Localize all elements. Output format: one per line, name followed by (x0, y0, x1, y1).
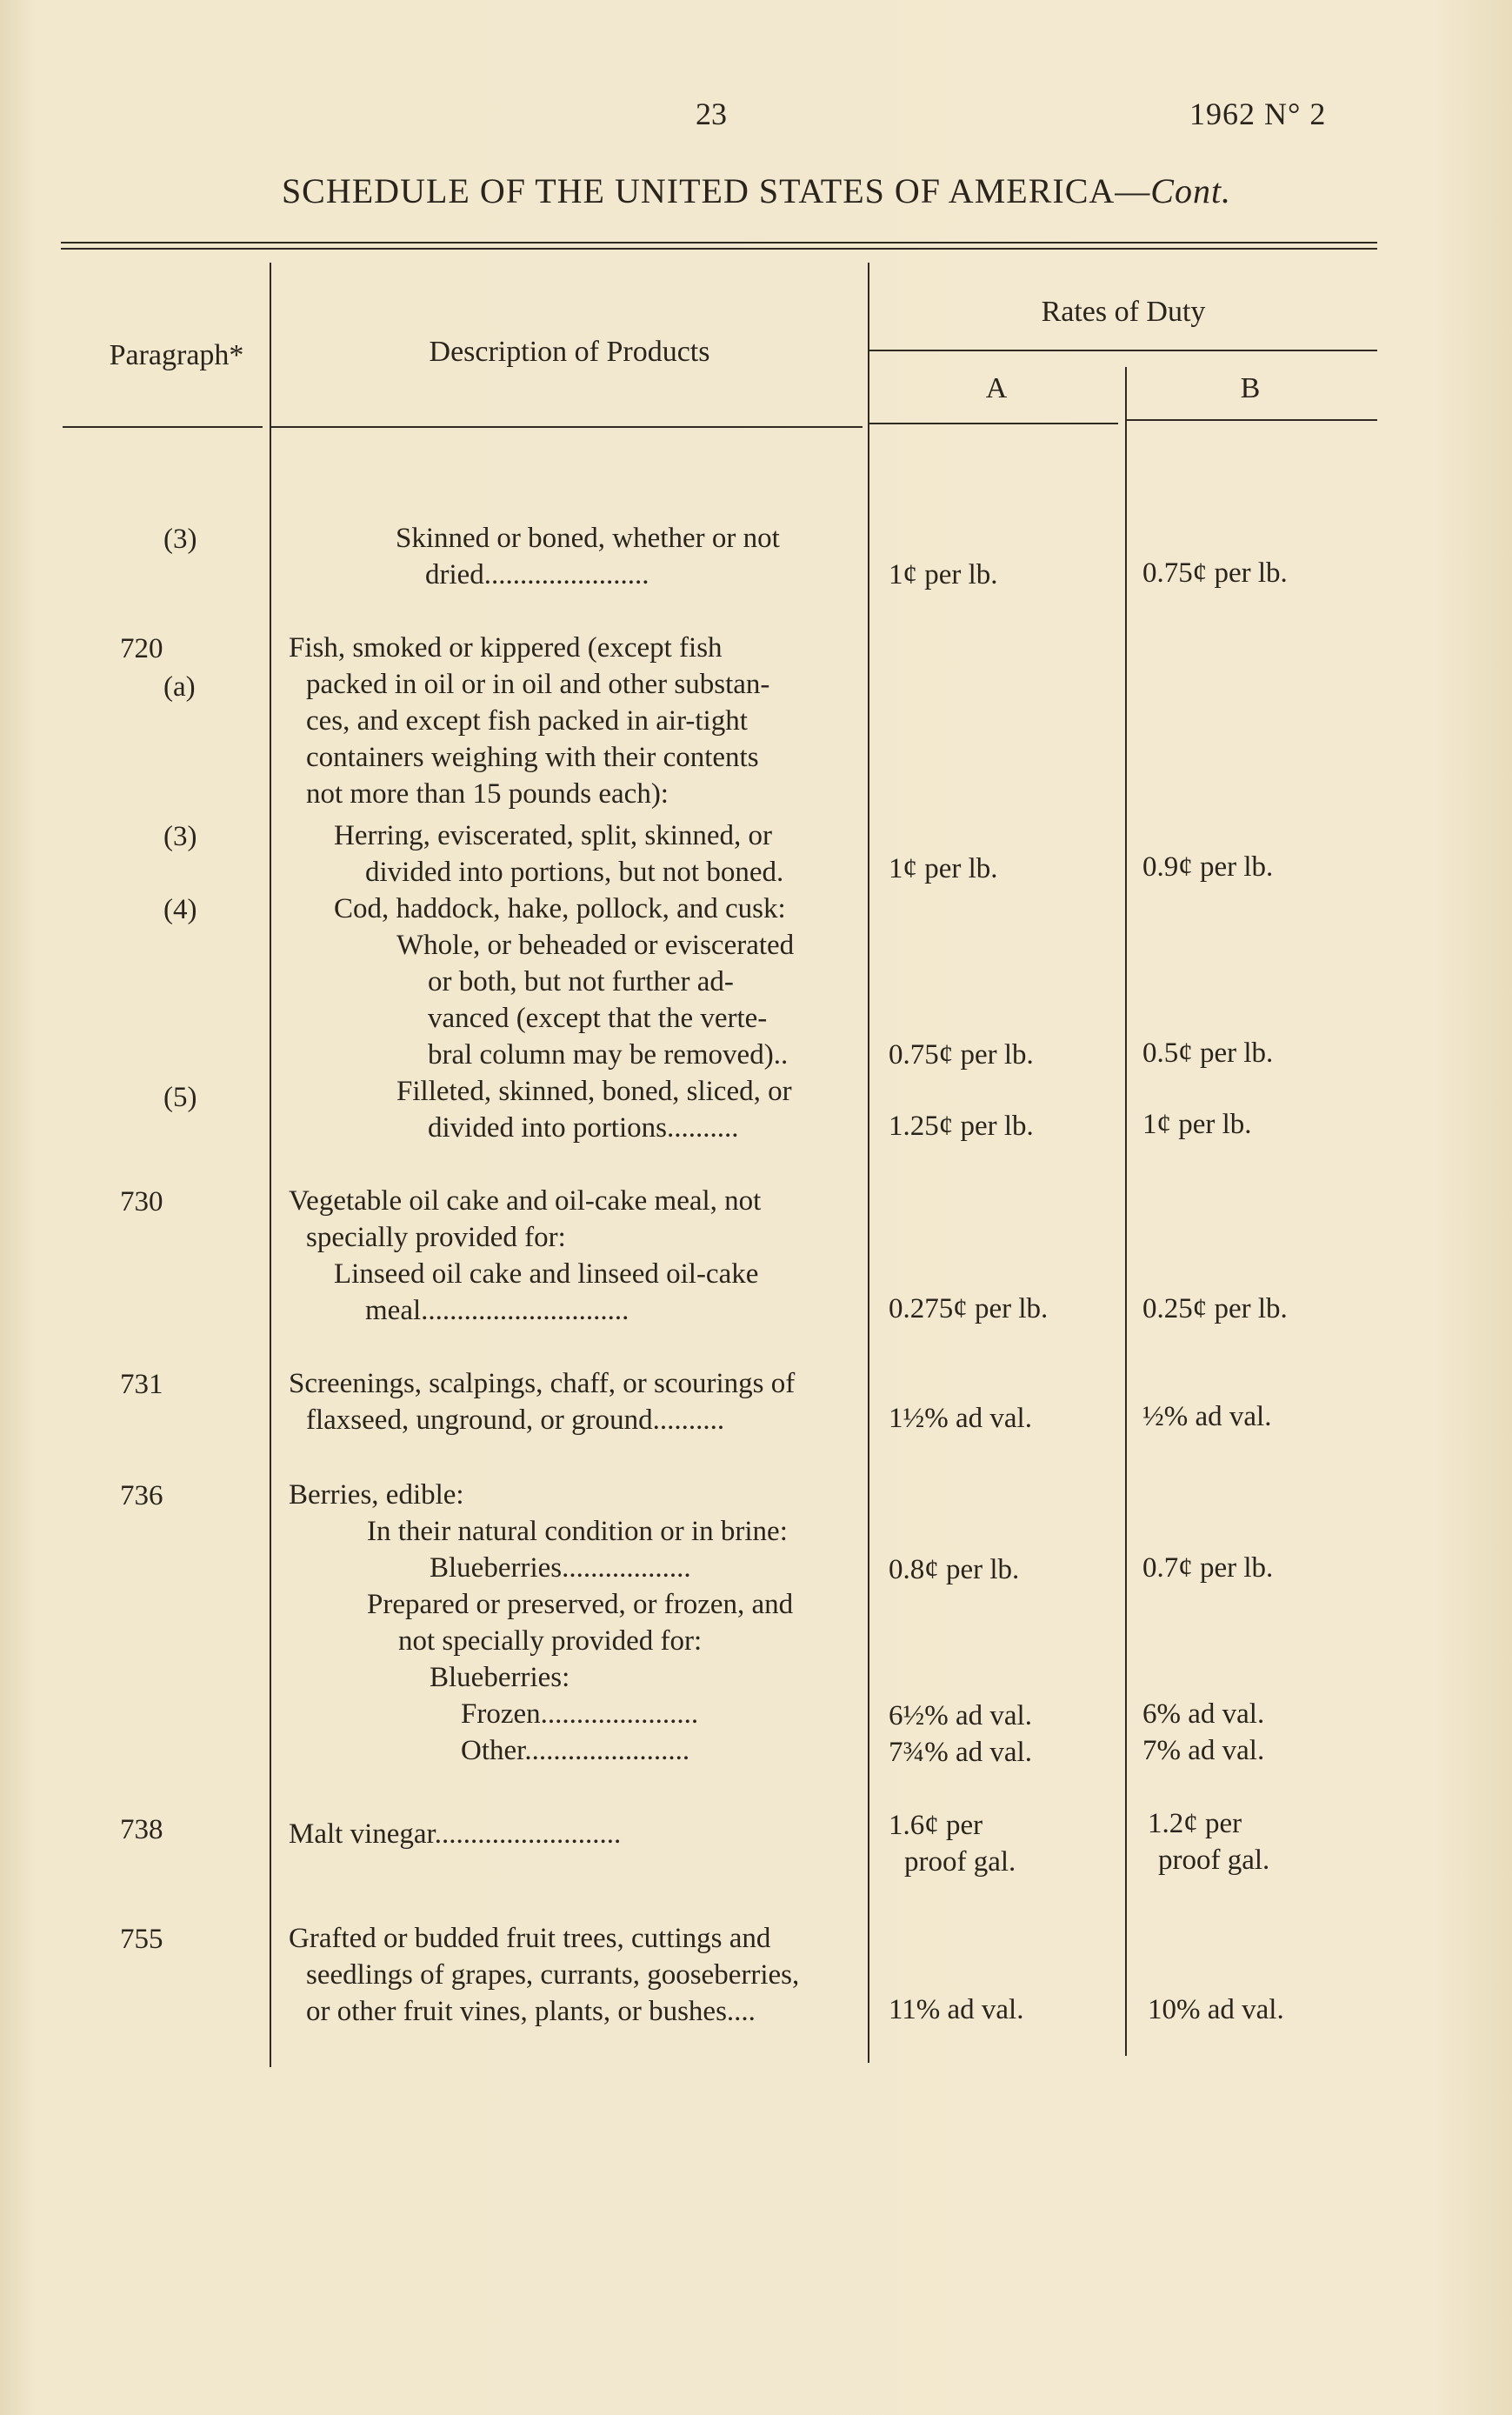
description-line: Whole, or beheaded or eviscerated (396, 930, 795, 961)
document-code: 1962 N° 2 (1189, 97, 1327, 131)
paragraph-subnumber: (a) (163, 671, 196, 703)
column-header-description: Description of Products (429, 336, 710, 368)
description-line: In their natural condition or in brine: (367, 1516, 788, 1547)
column-divider-1 (270, 263, 271, 2067)
column-header-b: B (1240, 372, 1261, 404)
column-header-paragraph: Paragraph* (109, 339, 244, 371)
description-line: divided into portions.......... (428, 1112, 739, 1144)
description-line: Skinned or boned, whether or not (396, 523, 780, 554)
product-description (334, 891, 863, 1073)
rate-a: 0.275¢ per lb. (889, 1293, 1049, 1324)
description-line: Herring, eviscerated, split, skinned, or (334, 820, 773, 851)
rate-b: 0.25¢ per lb. (1142, 1293, 1288, 1324)
rate-a: 11% ad val. (889, 1994, 1024, 2025)
product-description (289, 1477, 863, 1769)
rate-b: 1¢ per lb. (1142, 1109, 1252, 1140)
description-line: Fish, smoked or kippered (except fish (289, 632, 723, 664)
rate-a: 6½% ad val. (889, 1700, 1032, 1731)
description-line: Frozen...................... (461, 1698, 699, 1730)
paragraph-number: 755 (120, 1924, 163, 1955)
description-line: meal............................. (365, 1295, 629, 1326)
top-rule-1 (61, 242, 1377, 244)
description-line: Malt vinegar.......................... (289, 1818, 622, 1850)
description-line: Filleted, skinned, boned, sliced, or (396, 1076, 792, 1107)
rate-a: 0.8¢ per lb. (889, 1554, 1020, 1585)
description-underline (270, 426, 863, 428)
paragraph-number: (3) (163, 524, 197, 555)
rate-b: 0.9¢ per lb. (1142, 851, 1274, 883)
rate-b: 0.5¢ per lb. (1142, 1037, 1274, 1069)
column-divider-3 (1125, 367, 1127, 2056)
rate-a: 1.25¢ per lb. (889, 1111, 1034, 1142)
description-line: packed in oil or in oil and other substan- (306, 669, 770, 700)
description-line: Grafted or budded fruit trees, cuttings and (289, 1923, 771, 1954)
top-rule-2 (61, 248, 1377, 250)
product-description (289, 1816, 863, 1852)
page-number: 23 (696, 97, 727, 131)
rate-b: 10% ad val. (1148, 1994, 1284, 2025)
rate-a: 1.6¢ per (889, 1810, 983, 1841)
description-line: Cod, haddock, hake, pollock, and cusk: (334, 893, 786, 924)
rate-a: 0.75¢ per lb. (889, 1039, 1034, 1071)
title-main: SCHEDULE OF THE UNITED STATES OF AMERICA— (281, 171, 1151, 210)
title-cont: Cont. (1150, 171, 1232, 210)
product-description (396, 1073, 863, 1146)
column-header-rates: Rates of Duty (1041, 296, 1206, 328)
paragraph-number: (5) (163, 1082, 197, 1113)
description-line: dried....................... (425, 559, 649, 590)
description-line: divided into portions, but not boned. (365, 857, 784, 888)
rate-a: 7¾% ad val. (889, 1737, 1032, 1768)
rate-b: ½% ad val. (1142, 1401, 1272, 1432)
column-divider-2 (868, 263, 869, 2063)
description-line: vanced (except that the verte- (428, 1003, 768, 1034)
description-line: Screenings, scalpings, chaff, or scourings of (289, 1368, 796, 1399)
description-line: not more than 15 pounds each): (306, 778, 669, 810)
paragraph-number: 731 (120, 1369, 163, 1400)
description-line: Linseed oil cake and linseed oil-cake (334, 1258, 759, 1290)
product-description (289, 1365, 863, 1438)
rates-rule (869, 350, 1377, 351)
description-line: or other fruit vines, plants, or bushes.... (306, 1996, 756, 2027)
rate-a: 1¢ per lb. (889, 853, 998, 884)
paragraph-number: 730 (120, 1186, 163, 1218)
paragraph-underline (63, 426, 263, 428)
description-line: ces, and except fish packed in air-tight (306, 705, 748, 737)
rate-b: proof gal. (1158, 1845, 1270, 1876)
product-description (396, 520, 862, 593)
paragraph-number: 736 (120, 1480, 163, 1511)
description-line: or both, but not further ad- (428, 966, 734, 997)
paragraph-number: 720 (120, 633, 163, 664)
description-line: containers weighing with their contents (306, 742, 759, 773)
description-line: Blueberries.................. (430, 1552, 691, 1584)
description-line: Blueberries: (430, 1662, 570, 1693)
description-line: flaxseed, unground, or ground.......... (306, 1404, 725, 1436)
a-underline (869, 423, 1118, 424)
b-underline (1127, 419, 1377, 421)
description-line: seedlings of grapes, currants, gooseberries, (306, 1959, 800, 1991)
rate-b: 0.75¢ per lb. (1142, 557, 1288, 589)
paragraph-number: (4) (163, 894, 197, 925)
rate-b: 6% ad val. (1142, 1698, 1265, 1730)
paragraph-number: 738 (120, 1814, 163, 1845)
description-line: Berries, edible: (289, 1479, 464, 1511)
rate-a: 1¢ per lb. (889, 559, 998, 590)
description-line: Other....................... (461, 1735, 690, 1766)
rate-b: 1.2¢ per (1148, 1808, 1242, 1839)
paragraph-number: (3) (163, 821, 197, 852)
product-description (289, 630, 863, 812)
rate-a: 1½% ad val. (889, 1403, 1032, 1434)
rate-b: 0.7¢ per lb. (1142, 1552, 1274, 1584)
column-header-a: A (985, 372, 1008, 404)
description-line: bral column may be removed).. (428, 1039, 789, 1071)
product-description (289, 1183, 863, 1329)
rate-a: proof gal. (904, 1846, 1016, 1878)
description-line: specially provided for: (306, 1222, 566, 1253)
description-line: not specially provided for: (398, 1625, 703, 1657)
description-line: Vegetable oil cake and oil-cake meal, not (289, 1185, 762, 1217)
rate-b: 7% ad val. (1142, 1735, 1265, 1766)
product-description (289, 1920, 863, 2030)
description-line: Prepared or preserved, or frozen, and (367, 1589, 794, 1620)
product-description (334, 817, 863, 891)
page-title (87, 170, 1426, 211)
